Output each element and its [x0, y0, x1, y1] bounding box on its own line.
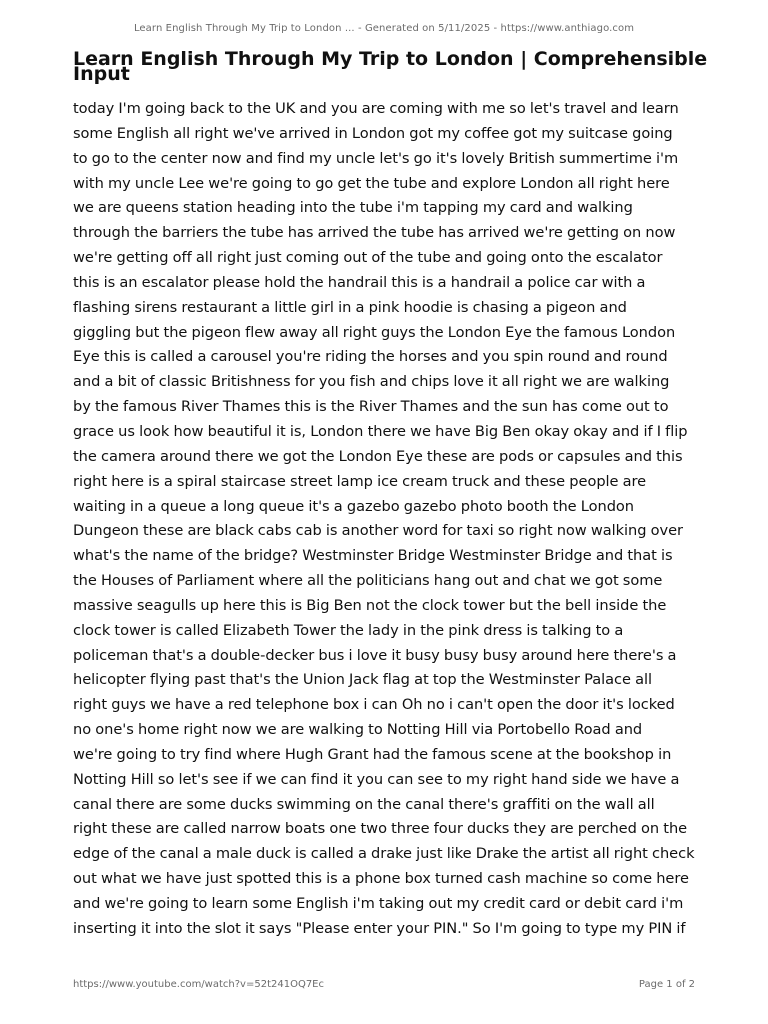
footer-source-url: https://www.youtube.com/watch?v=52t241OQ7Ec [73, 979, 325, 990]
transcript-body: today I'm going back to the UK and you are coming with me so let's travel and learn some English all right we've arrived in London got my coffee got my suitcase going to go to the center now and find my uncle let's go it's lovely British summertime i'm with my uncle Lee we're going to go get the tube and explore London all right here we are queens station heading into the tube i'm tapping my card and walking through the barriers the tube has arrived the tube has arrived we're getting on now we're getting off all right just coming out of the tube and going onto the escalator this is an escalator please hold the handrail this is a handrail a police car with a flashing sirens restaurant a little girl in a pink hoodie is chasing a pigeon and giggling but the pigeon flew away all right guys the London Eye the famous London Eye this is called a carousel you're riding the horses and you spin round and round and a bit of classic Britishness for you fish and chips love it all right we are walking by the famous River Thames this is the River Thames and the sun has come out to grace us look how beautiful it is, London there we have Big Ben okay okay and if I flip the camera around there we got the London Eye these are pods or capsules and this right here is a spiral staircase street lamp ice cream truck and these people are waiting in a queue a long queue it's a gazebo gazebo photo booth the London Dungeon these are black cabs cab is another word for taxi so right now walking over what's the name of the bridge? Westminster Bridge Westminster Bridge and that is the Houses of Parliament where all the politicians hang out and chat we got some massive seagulls up here this is Big Ben not the clock tower but the bell inside the clock tower is called Elizabeth Tower the lady in the pink dress is talking to a policeman that's a double-decker bus i love it busy busy busy around here there's a helicopter flying past that's the Union Jack flag at top the Westminster Palace all right guys we have a red telephone box i can Oh no i can't open the door it's locked no one's home right now we are walking to Notting Hill via Portobello Road and we're going to try find where Hugh Grant had the famous scene at the bookshop in Notting Hill so let's see if we can find it you can see to my right hand side we have a canal there are some ducks swimming on the canal there's graffiti on the wall all right these are called narrow boats one two three four ducks they are perched on the edge of the canal a male duck is called a drake just like Drake the artist all right check out what we have just spotted this is a phone box turned cash machine so come here and we're going to learn some English i'm taking out my credit card or debit card i'm inserting it into the slot it says "Please enter your PIN." So I'm going to type my PIN if [73, 100, 695, 937]
page-header: Learn English Through My Trip to London ... - Generated on 5/11/2025 - https://www.anthiago.com [133, 23, 635, 34]
page-number: Page 1 of 2 [638, 979, 695, 990]
document-title: Learn English Through My Trip to London | Comprehensible Input [73, 48, 708, 85]
